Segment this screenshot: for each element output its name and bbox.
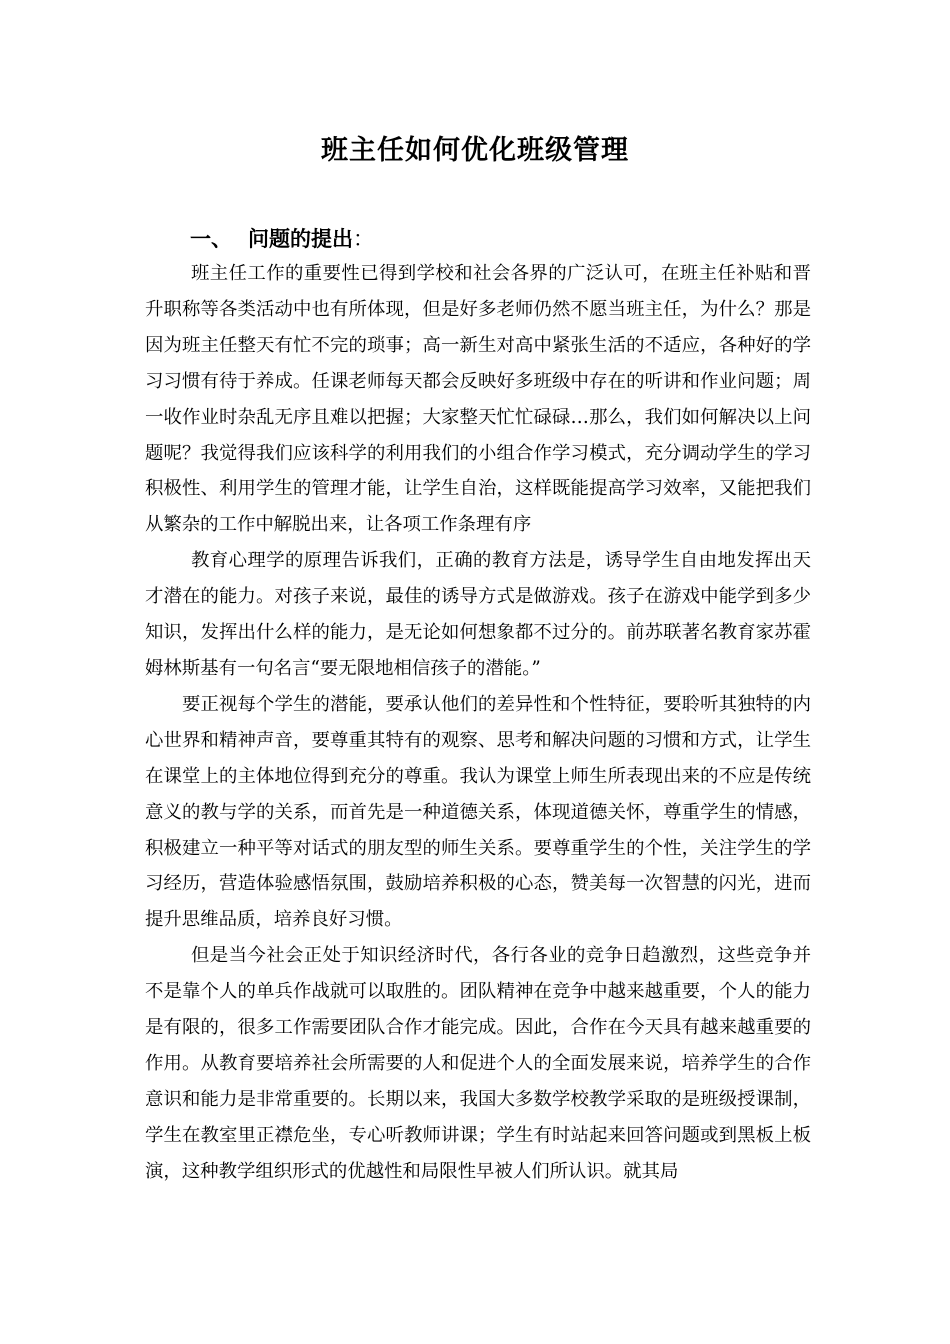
section-heading-colon: ： <box>353 227 374 251</box>
section-number: 一、 <box>190 227 232 251</box>
paragraph-2: 教育心理学的原理告诉我们，正确的教育方法是，诱导学生自由地发挥出天才潜在的能力。对孩子来说，最佳的诱导方式是做游戏。孩子在游戏中能学到多少知识，发挥出什么样的能力，是无论如何想象都不过分的。前苏联著名教育家苏霍姆林斯基有一句名言“要无限地相信孩子的潜能。” <box>145 550 811 679</box>
page-title: 班主任如何优化班级管理 <box>321 135 629 166</box>
paragraph-4: 但是当今社会正处于知识经济时代，各行各业的竞争日趋激烈，这些竞争并不是靠个人的单兵作战就可以取胜的。团队精神在竞争中越来越重要，个人的能力是有限的，很多工作需要团队合作才能完成。因此，合作在今天具有越来越重要的作用。从教育要培养社会所需要的人和促进个人的全面发展来说，培养学生的合作意识和能力是非常重要的。长期以来，我国大多数学校教学采取的是班级授课制，学生在教室里正襟危坐，专心听教师讲课；学生有时站起来回答问题或到黑板上板演，这种教学组织形式的优越性和局限性早被人们所认识。就其局 <box>145 945 811 1182</box>
paragraph-3: 要正视每个学生的潜能，要承认他们的差异性和个性特征，要聆听其独特的内心世界和精神声音，要尊重其特有的观察、思考和解决问题的习惯和方式，让学生在课堂上的主体地位得到充分的尊重。我认为课堂上师生所表现出来的不应是传统意义的教与学的关系，而首先是一种道德关系，体现道德关怀，尊重学生的情感，积极建立一种平等对话式的朋友型的师生关系。要尊重学生的个性，关注学生的学习经历，营造体验感悟氛围，鼓励培养积极的心态，赞美每一次智慧的闪光，进而提升思维品质，培养良好习惯。 <box>145 693 811 931</box>
paragraph-1: 班主任工作的重要性已得到学校和社会各界的广泛认可，在班主任补贴和晋升职称等各类活动中也有所体现，但是好多老师仍然不愿当班主任，为什么？那是因为班主任整天有忙不完的琐事；高一新生对高中紧张生活的不适应，各种好的学习习惯有待于养成。任课老师每天都会反映好多班级中存在的听讲和作业问题；周一收作业时杂乱无序且难以把握；大家整天忙忙碌碌…那么，我们如何解决以上问题呢？我觉得我们应该科学的利用我们的小组合作学习模式，充分调动学生的学习积极性、利用学生的管理才能，让学生自治，这样既能提高学习效率，又能把我们从繁杂的工作中解脱出来，让各项工作条理有序 <box>145 263 811 536</box>
body-text <box>145 256 811 1190</box>
section-heading-text: 问题的提出 <box>248 227 353 251</box>
section-heading <box>190 222 374 256</box>
